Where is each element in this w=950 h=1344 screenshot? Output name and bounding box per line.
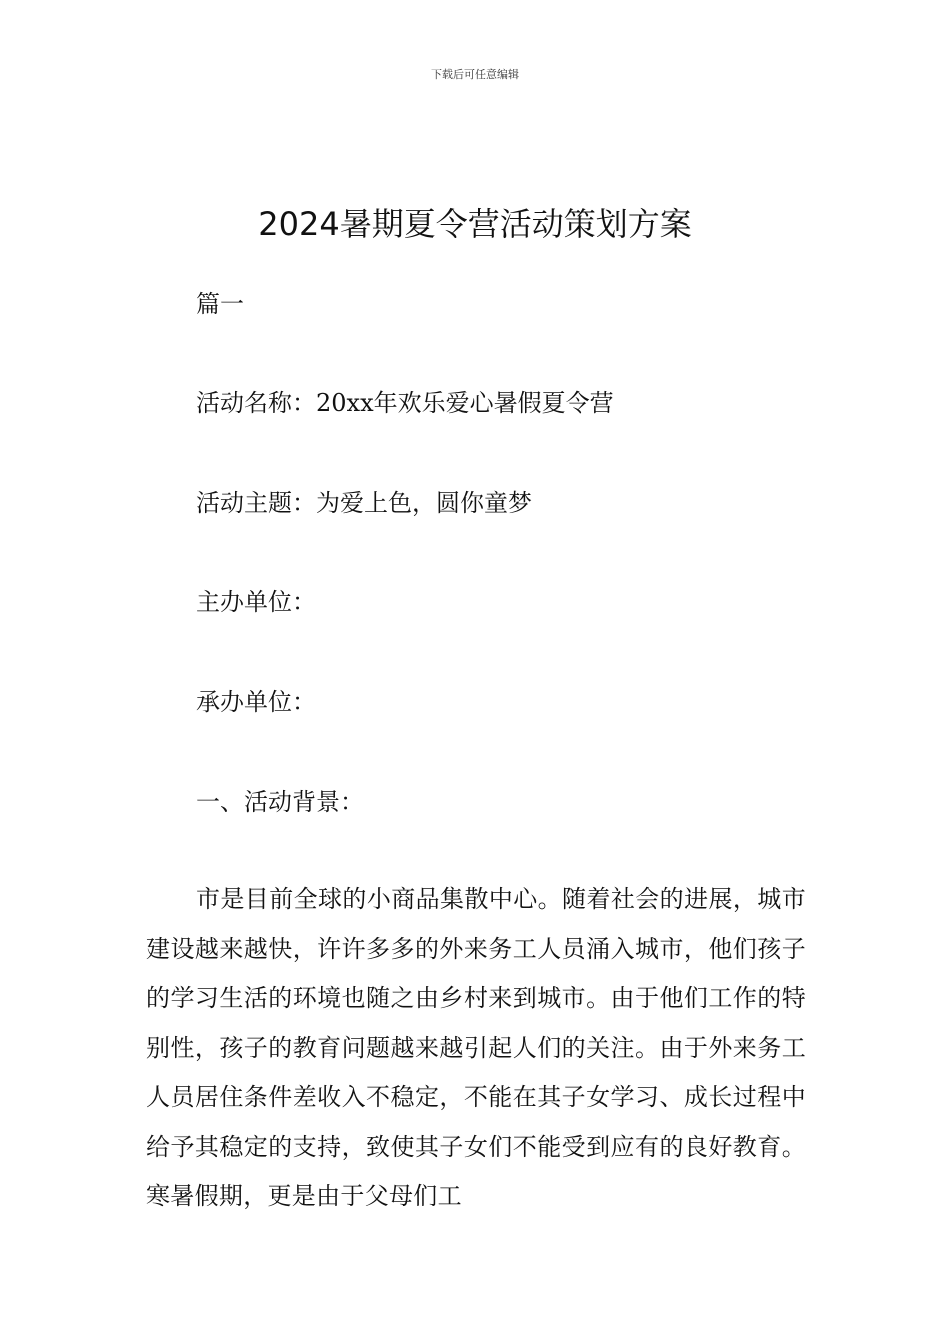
- activity-name: 活动名称：20xx年欢乐爱心暑假夏令营: [196, 389, 614, 417]
- header-note: 下载后可任意编辑: [431, 68, 519, 81]
- co-organizer: 承办单位：: [196, 688, 316, 716]
- document-title: 2024暑期夏令营活动策划方案: [258, 205, 692, 244]
- background-heading: 一、活动背景：: [196, 788, 364, 816]
- organizer: 主办单位：: [196, 588, 316, 616]
- activity-theme: 活动主题：为爱上色，圆你童梦: [196, 489, 532, 517]
- section-label: 篇一: [196, 290, 244, 318]
- body-paragraph: 市是目前全球的小商品集散中心。随着社会的进展，城市建设越来越快，许许多多的外来务工人员涌入城市，他们孩子的学习生活的环境也随之由乡村来到城市。由于他们工作的特别性，孩子的教育问题越来越引起人们的关注。由于外来务工人员居住条件差收入不稳定，不能在其子女学习、成长过程中给予其稳定的支持，致使其子女们不能受到应有的良好教育。寒暑假期，更是由于父母们工: [146, 885, 806, 1210]
